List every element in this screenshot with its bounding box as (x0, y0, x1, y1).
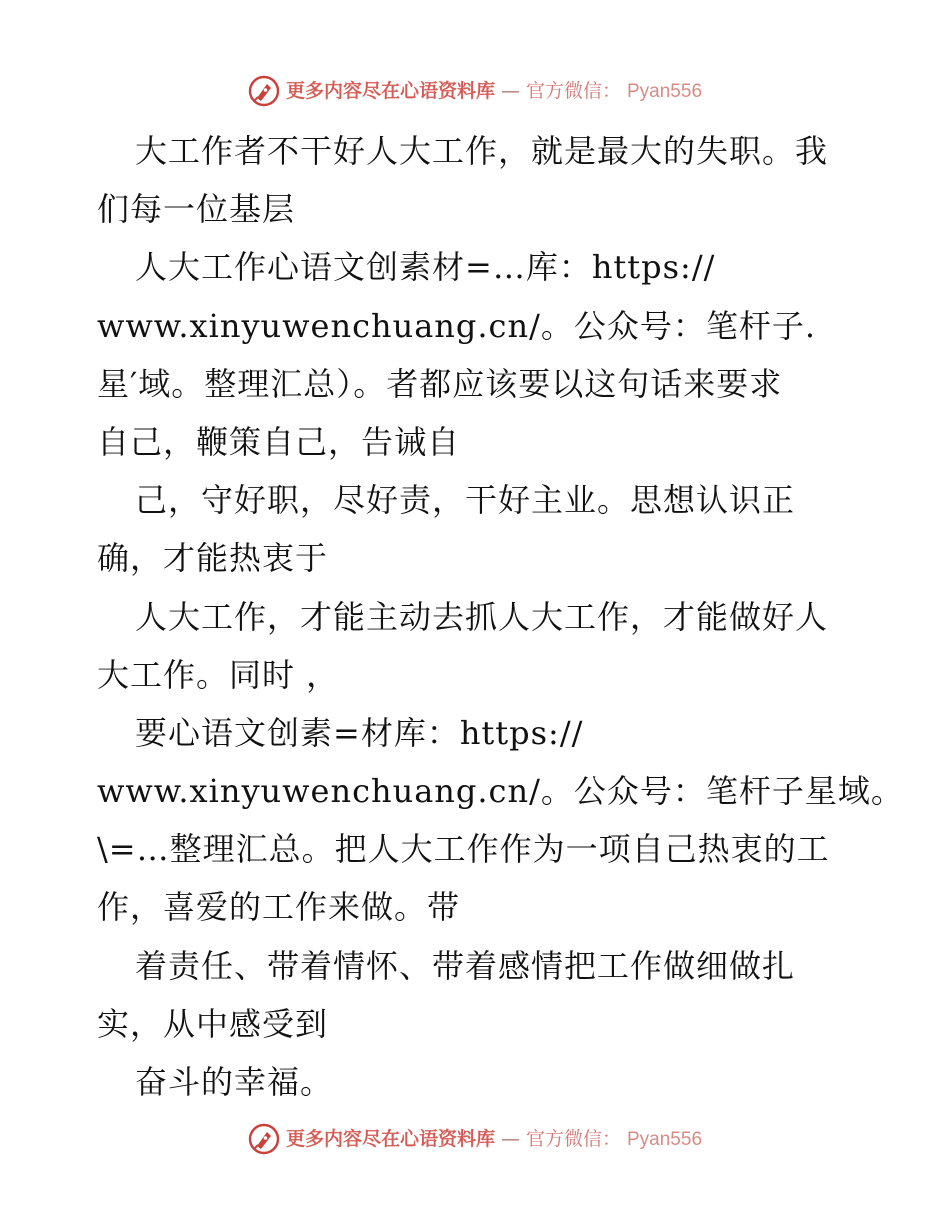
text-line: 们每一位基层 (97, 190, 296, 229)
text-line: \=…整理汇总。把人大工作作为一项自己热衷的工 (97, 830, 830, 869)
header-banner (0, 71, 950, 111)
text-line: 确，才能热衷于 (97, 539, 329, 578)
text-line: 自己，鞭策自己，告诫自 (97, 422, 461, 461)
text-line: www.xinyuwenchuang.cn/。公众号：笔杆子星域。 (97, 772, 904, 811)
banner-dash: — (500, 1127, 520, 1150)
text-line: 大工作。同时 ， (97, 655, 340, 694)
banner-main-text: 更多内容尽在心语资料库 (285, 1127, 495, 1150)
banner-wechat-id: Pyan556 (627, 80, 703, 102)
banner-main-text: 更多内容尽在心语资料库 (285, 79, 495, 102)
text-line: 大工作者不干好人大工作，就是最大的失职。我 (135, 132, 829, 170)
pen-nib-circle-icon (248, 1123, 280, 1155)
pen-nib-circle-icon (248, 75, 280, 107)
banner-dash: — (500, 79, 520, 102)
text-line: 实，从中感受到 (97, 1004, 329, 1043)
text-line: www.xinyuwenchuang.cn/。公众号：笔杆子. (97, 306, 817, 345)
banner-wechat-label: 官方微信： (525, 1127, 621, 1150)
text-line: 要心语文创素=材库：https:// (135, 713, 584, 752)
footer-banner (0, 1119, 950, 1159)
text-line: 星′域。整理汇总）。者都应该要以这句话来要求 (97, 364, 783, 403)
text-line: 人大工作心语文创素材=…库：https:// (135, 248, 716, 287)
banner-wechat-label: 官方微信： (525, 79, 621, 102)
text-line: 着责任、带着情怀、带着感情把工作做细做扎 (135, 946, 796, 985)
text-line: 人大工作，才能主动去抓人大工作，才能做好人 (135, 597, 829, 636)
text-line: 作，喜爱的工作来做。带 (97, 888, 461, 927)
text-line: 奋斗的幸福。 (135, 1063, 334, 1101)
text-line: 己，守好职，尽好责，干好主业。思想认识正 (135, 481, 796, 520)
document-body (97, 122, 904, 1111)
banner-wechat-id: Pyan556 (627, 1128, 703, 1150)
